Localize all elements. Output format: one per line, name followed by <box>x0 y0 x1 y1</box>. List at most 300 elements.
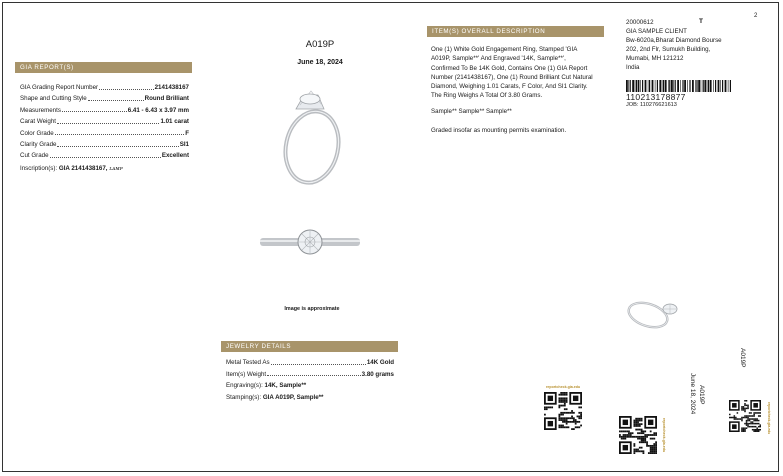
qr-module <box>578 412 580 414</box>
barcode-bar <box>692 80 694 92</box>
qr-module <box>653 449 655 451</box>
qr-module <box>624 436 626 438</box>
qr-module <box>549 406 551 408</box>
qr-module <box>747 408 749 410</box>
qr-module <box>560 417 562 419</box>
jewelry-row <box>226 359 394 366</box>
inscription-value: GIA 2141438167, <box>58 165 108 172</box>
qr-module <box>621 438 623 440</box>
qr-module <box>569 417 571 419</box>
qr-module <box>577 426 579 428</box>
engraving-value: 14K, Sample** <box>264 382 307 389</box>
qr-module <box>756 412 758 414</box>
qr-module <box>544 408 546 410</box>
qr-module <box>573 419 575 421</box>
qr-module <box>578 406 580 408</box>
qr-module <box>746 427 748 429</box>
barcode-bar <box>640 80 641 92</box>
qr-module <box>653 445 655 447</box>
qr-module <box>569 412 571 414</box>
qr-module <box>746 415 748 417</box>
barcode-bar <box>663 80 664 92</box>
qr-module <box>626 434 628 436</box>
qr-module <box>580 406 582 408</box>
qr-module <box>758 420 760 422</box>
qr-module <box>562 394 564 396</box>
qr-module <box>650 450 652 452</box>
qr-module <box>639 447 641 449</box>
qr-module <box>641 420 643 422</box>
qr-module <box>731 417 733 419</box>
dotted-leader <box>62 110 127 112</box>
qr-module <box>655 441 657 443</box>
qr-module <box>560 425 562 427</box>
barcode-bar <box>645 80 647 92</box>
qr-module <box>560 394 562 396</box>
qr-module <box>743 427 745 429</box>
qr-module <box>571 428 573 430</box>
qr-module <box>653 434 655 436</box>
qr-module <box>743 430 745 432</box>
qr-module <box>755 429 757 431</box>
qr-module <box>637 421 639 423</box>
qr-module <box>560 401 562 403</box>
qr-module <box>735 417 737 419</box>
barcode-bar <box>730 80 731 92</box>
qr-module <box>644 436 646 438</box>
qr-module <box>743 417 745 419</box>
qr-module <box>744 417 746 419</box>
qr-module <box>655 432 657 434</box>
qr-module <box>580 417 582 419</box>
qr-module <box>564 408 566 410</box>
qr-module <box>566 419 568 421</box>
qr-finder <box>732 424 737 429</box>
qr-module <box>564 392 566 394</box>
barcode-bar <box>630 80 631 92</box>
qr-module <box>744 409 746 411</box>
qr-module <box>562 425 564 427</box>
qr-module <box>628 434 630 436</box>
qr-module <box>741 408 743 410</box>
barcode-bar <box>682 80 683 92</box>
qr-module <box>650 434 652 436</box>
barcode-bar <box>689 80 690 92</box>
qr-module <box>566 392 568 394</box>
qr-module <box>650 430 652 432</box>
report-label: Cut Grade <box>20 152 49 160</box>
qr-module <box>744 427 746 429</box>
qr-module <box>747 420 749 422</box>
qr-module <box>566 399 568 401</box>
jewelry-label: Metal Tested As <box>226 359 270 366</box>
client-address-1: Bw-6020a,Bharat Diamond Bourse <box>626 37 722 44</box>
qr-module <box>643 440 645 442</box>
client-tag: T <box>699 18 703 25</box>
qr-module <box>753 412 755 414</box>
qr-code-2 <box>619 416 657 454</box>
qr-module <box>655 447 657 449</box>
qr-module <box>752 421 754 423</box>
qr-module <box>635 425 637 427</box>
qr-module <box>635 449 637 451</box>
qr-module <box>653 432 655 434</box>
inscription-line <box>20 165 123 172</box>
barcode-bar <box>725 80 727 92</box>
qr-module <box>566 417 568 419</box>
barcode-bar <box>652 80 654 92</box>
qr-module <box>619 430 621 432</box>
qr-module <box>747 406 749 408</box>
qr-module <box>571 412 573 414</box>
qr-module <box>580 425 582 427</box>
qr-module <box>564 401 566 403</box>
dotted-leader <box>99 88 154 90</box>
job-number: JOB: 110276621613 <box>626 102 677 108</box>
report-row <box>20 107 189 114</box>
qr-module <box>752 415 754 417</box>
qr-module <box>641 436 643 438</box>
qr-module <box>566 426 568 428</box>
qr-module <box>753 414 755 416</box>
qr-module <box>635 436 637 438</box>
barcode-bar <box>728 80 729 92</box>
qr-module <box>623 434 625 436</box>
qr-code-1 <box>544 392 582 430</box>
barcode-bar <box>668 80 669 92</box>
qr-module <box>747 424 749 426</box>
qr-module <box>741 417 743 419</box>
qr-module <box>566 394 568 396</box>
qr-module <box>756 427 758 429</box>
qr-module <box>753 420 755 422</box>
ring-side-photo <box>270 85 350 187</box>
qr-module <box>637 438 639 440</box>
qr-module <box>641 429 643 431</box>
qr-module <box>641 440 643 442</box>
qr-module <box>639 425 641 427</box>
qr-caption-2: reportcheck.gia.edu <box>662 418 666 453</box>
qr-module <box>744 411 746 413</box>
qr-module <box>568 412 570 414</box>
qr-module <box>750 423 752 425</box>
report-row <box>20 152 189 159</box>
qr-module <box>753 426 755 428</box>
qr-module <box>741 420 743 422</box>
report-value: 6.41 - 6.43 x 3.97 mm <box>127 106 189 114</box>
qr-module <box>758 415 760 417</box>
barcode-bar <box>669 80 670 92</box>
qr-module <box>749 420 751 422</box>
qr-module <box>630 436 632 438</box>
qr-module <box>628 432 630 434</box>
qr-module <box>737 418 739 420</box>
qr-module <box>558 394 560 396</box>
qr-module <box>655 443 657 445</box>
qr-module <box>624 438 626 440</box>
qr-module <box>741 418 743 420</box>
qr-module <box>753 429 755 431</box>
qr-module <box>752 423 754 425</box>
qr-module <box>644 440 646 442</box>
qr-module <box>650 452 652 454</box>
qr-module <box>562 392 564 394</box>
description-header: ITEM(S) OVERALL DESCRIPTION <box>427 26 604 37</box>
qr-module <box>641 450 643 452</box>
client-address-3: Mumabi, MH 121212 <box>626 55 684 62</box>
qr-module <box>573 412 575 414</box>
dotted-leader <box>267 374 361 376</box>
qr-module <box>578 417 580 419</box>
barcode-bar <box>671 80 673 92</box>
report-value: 2141438167 <box>154 84 189 91</box>
barcode-bar <box>677 80 679 92</box>
barcode-bar <box>718 80 720 92</box>
qr-module <box>558 397 560 399</box>
qr-module <box>635 423 637 425</box>
barcode-bar <box>704 80 706 92</box>
qr-module <box>747 405 749 407</box>
qr-module <box>635 450 637 452</box>
qr-module <box>759 424 761 426</box>
qr-module <box>646 436 648 438</box>
barcode-bar <box>715 80 716 92</box>
qr-module <box>756 429 758 431</box>
qr-module <box>643 432 645 434</box>
qr-module <box>750 421 752 423</box>
qr-module <box>732 417 734 419</box>
qr-module <box>571 416 573 418</box>
qr-module <box>630 432 632 434</box>
qr-module <box>571 417 573 419</box>
qr-module <box>624 434 626 436</box>
qr-module <box>544 406 546 408</box>
qr-module <box>641 447 643 449</box>
report-row <box>20 95 189 102</box>
stamping-value: GIA A019P, Sample** <box>262 394 324 401</box>
qr-module <box>747 417 749 419</box>
qr-module <box>741 427 743 429</box>
client-barcode <box>626 80 732 92</box>
barcode-bar <box>707 80 708 92</box>
qr-module <box>648 434 650 436</box>
barcode-bar <box>636 80 637 92</box>
qr-module <box>621 430 623 432</box>
qr-module <box>744 403 746 405</box>
qr-module <box>564 394 566 396</box>
qr-finder <box>648 420 653 425</box>
qr-module <box>639 423 641 425</box>
qr-module <box>562 426 564 428</box>
qr-module <box>568 417 570 419</box>
qr-module <box>758 423 760 425</box>
qr-module <box>637 436 639 438</box>
qr-module <box>558 405 560 407</box>
qr-module <box>560 397 562 399</box>
qr-module <box>560 405 562 407</box>
qr-module <box>655 445 657 447</box>
qr-module <box>753 418 755 420</box>
qr-module <box>643 438 645 440</box>
qr-module <box>752 418 754 420</box>
qr-module <box>653 452 655 454</box>
qr-module <box>653 450 655 452</box>
qr-module <box>746 400 748 402</box>
qr-module <box>743 408 745 410</box>
qr-module <box>641 430 643 432</box>
qr-module <box>575 421 577 423</box>
qr-module <box>575 419 577 421</box>
barcode-bar <box>649 80 650 92</box>
qr-module <box>637 420 639 422</box>
report-label: GIA Grading Report Number <box>20 84 99 91</box>
qr-module <box>652 438 654 440</box>
qr-module <box>558 401 560 403</box>
qr-module <box>650 447 652 449</box>
qr-module <box>632 436 634 438</box>
qr-module <box>560 414 562 416</box>
report-label: Clarity Grade <box>20 141 57 148</box>
client-name: GIA SAMPLE CLIENT <box>626 28 687 35</box>
dotted-leader <box>271 363 366 365</box>
qr-module <box>564 421 566 423</box>
qr-module <box>626 436 628 438</box>
qr-module <box>650 445 652 447</box>
report-label: Measurements <box>20 106 61 114</box>
qr-module <box>744 429 746 431</box>
qr-module <box>639 429 641 431</box>
qr-module <box>551 406 553 408</box>
qr-module <box>637 449 639 451</box>
qr-module <box>628 430 630 432</box>
qr-module <box>619 434 621 436</box>
qr-module <box>558 416 560 418</box>
qr-finder <box>623 420 628 425</box>
jewelry-row <box>226 371 394 378</box>
report-value: F <box>185 129 189 137</box>
qr-module <box>755 420 757 422</box>
qr-module <box>548 406 550 408</box>
qr-module <box>635 421 637 423</box>
qr-module <box>569 421 571 423</box>
report-value: Round Brilliant <box>144 95 189 103</box>
qr-module <box>580 414 582 416</box>
qr-module <box>755 426 757 428</box>
qr-finder <box>623 445 628 450</box>
report-row <box>20 118 189 125</box>
image-note: Image is approximate <box>284 306 340 312</box>
qr-module <box>566 421 568 423</box>
qr-module <box>744 408 746 410</box>
qr-module <box>652 452 654 454</box>
qr-module <box>641 441 643 443</box>
qr-module <box>741 406 743 408</box>
dotted-leader <box>57 145 178 147</box>
dotted-leader <box>50 156 161 158</box>
qr-module <box>756 430 758 432</box>
jewelry-details-header: JEWELRY DETAILS <box>221 341 398 352</box>
qr-module <box>639 432 641 434</box>
barcode-bar <box>722 80 723 92</box>
qr-module <box>758 412 760 414</box>
qr-module <box>635 418 637 420</box>
qr-module <box>637 450 639 452</box>
qr-module <box>558 399 560 401</box>
qr-module <box>746 420 748 422</box>
qr-module <box>749 423 751 425</box>
qr-module <box>562 414 564 416</box>
barcode-bar <box>713 80 714 92</box>
qr-module <box>566 408 568 410</box>
qr-module <box>639 438 641 440</box>
barcode-bar <box>696 80 697 92</box>
qr-module <box>564 419 566 421</box>
qr-module <box>759 412 761 414</box>
client-ref: 20000612 <box>626 19 654 26</box>
barcode-bar <box>710 80 712 92</box>
qr-module <box>756 418 758 420</box>
qr-module <box>743 429 745 431</box>
qr-module <box>746 405 748 407</box>
qr-module <box>633 445 635 447</box>
qr-module <box>648 445 650 447</box>
qr-module <box>639 420 641 422</box>
qr-module <box>735 418 737 420</box>
barcode-bar <box>680 80 681 92</box>
qr-module <box>738 418 740 420</box>
barcode-bar <box>701 80 702 92</box>
qr-module <box>626 430 628 432</box>
qr-module <box>637 418 639 420</box>
jewelry-value: 3.80 grams <box>361 370 394 378</box>
page-number: 2 <box>754 13 758 19</box>
qr-module <box>747 418 749 420</box>
report-label: Carat Weight <box>20 118 56 126</box>
qr-module <box>652 449 654 451</box>
report-label: Color Grade <box>20 129 54 137</box>
qr-module <box>546 408 548 410</box>
qr-module <box>637 425 639 427</box>
qr-module <box>571 410 573 412</box>
qr-module <box>575 426 577 428</box>
barcode-bar <box>648 80 649 92</box>
gia-reports-header: GIA REPORT(S) <box>15 62 192 73</box>
qr-module <box>560 426 562 428</box>
qr-module <box>562 401 564 403</box>
qr-module <box>740 418 742 420</box>
qr-module <box>729 414 731 416</box>
qr-module <box>564 412 566 414</box>
qr-module <box>746 423 748 425</box>
qr-module <box>630 434 632 436</box>
tag-code-2: A019P <box>698 385 705 405</box>
barcode-bar <box>687 80 688 92</box>
qr-module <box>575 423 577 425</box>
qr-module <box>641 418 643 420</box>
qr-module <box>746 421 748 423</box>
item-date: June 18, 2024 <box>297 59 343 66</box>
qr-module <box>639 441 641 443</box>
dotted-leader <box>88 99 144 101</box>
qr-module <box>758 429 760 431</box>
qr-module <box>578 416 580 418</box>
qr-module <box>578 426 580 428</box>
qr-module <box>558 417 560 419</box>
qr-finder <box>753 403 758 408</box>
qr-module <box>635 420 637 422</box>
qr-module <box>741 429 743 431</box>
qr-module <box>653 438 655 440</box>
